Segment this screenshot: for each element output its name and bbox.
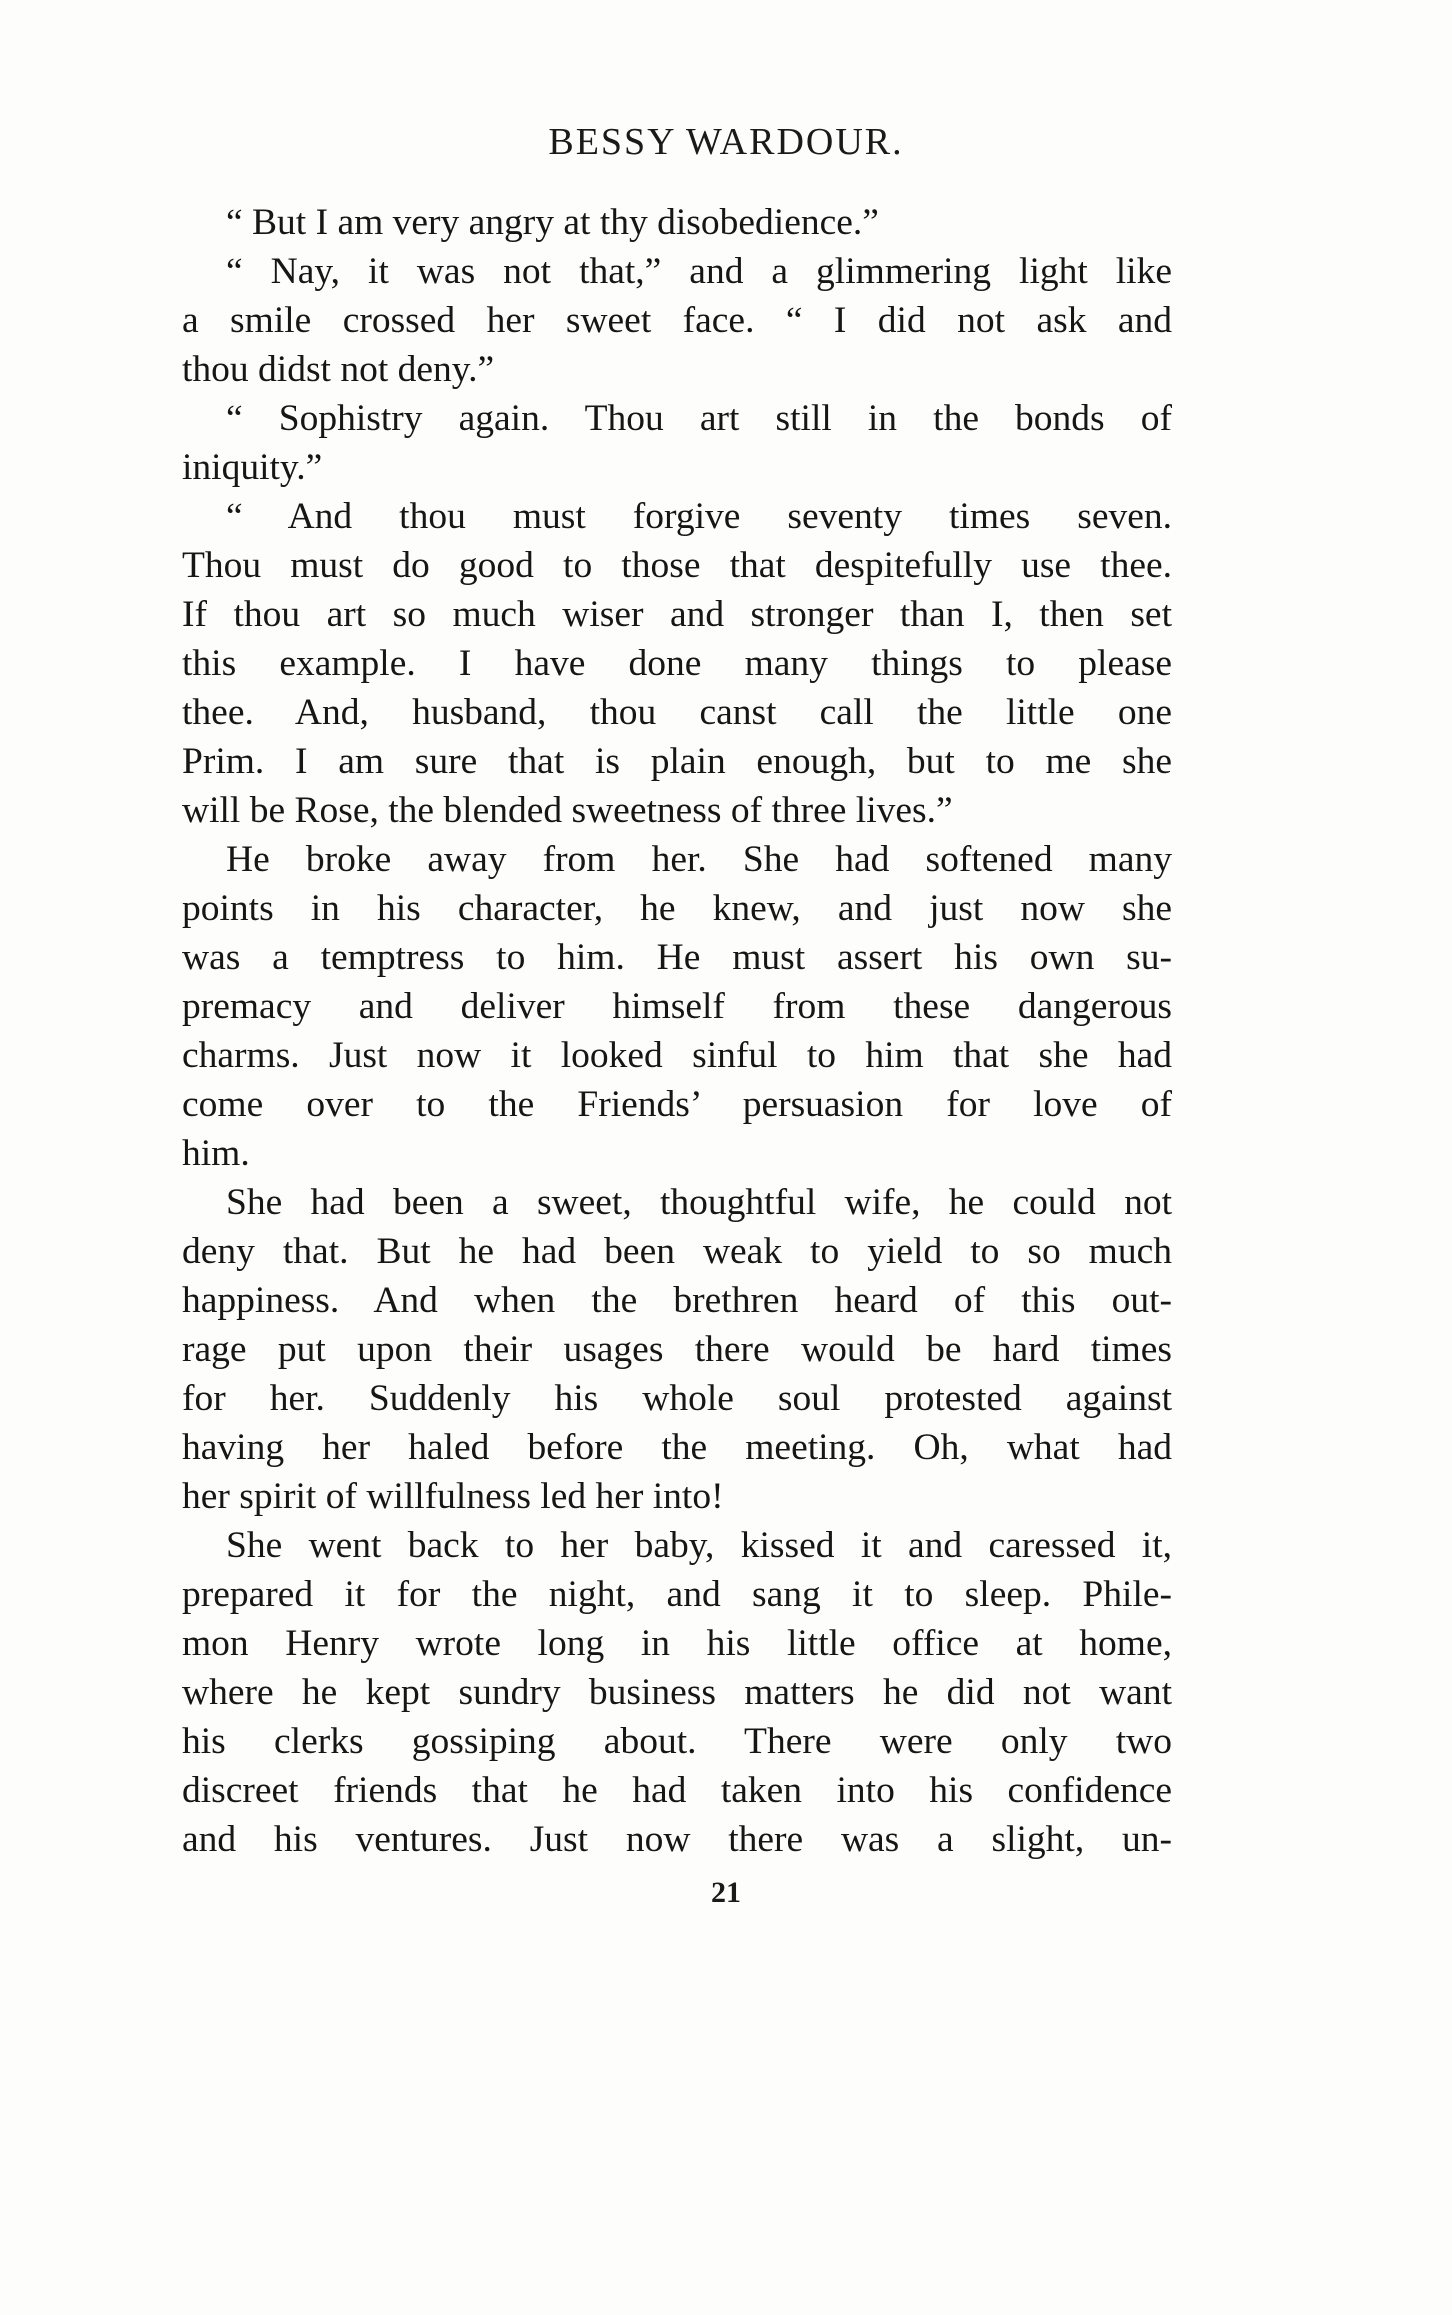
- text-line: “ Nay, it was not that,” and a glimmering light like: [226, 251, 1172, 292]
- text-line: deny that. But he had been weak to yield to so much: [182, 1231, 1172, 1272]
- paragraph: [182, 835, 1172, 1178]
- body-text: [182, 198, 1172, 1864]
- text-line: will be Rose, the blended sweetness of three lives.”: [182, 790, 953, 831]
- text-line: his clerks gossiping about. There were only two: [182, 1721, 1172, 1762]
- text-line: a smile crossed her sweet face. “ I did not ask and: [182, 300, 1172, 341]
- paragraph: [182, 247, 1172, 394]
- text-line: was a temptress to him. He must assert his own su-: [182, 937, 1172, 978]
- text-line: thou didst not deny.”: [182, 349, 495, 390]
- paragraph: [182, 394, 1172, 492]
- text-line: He broke away from her. She had softened many: [226, 839, 1172, 880]
- running-head: BESSY WARDOUR.: [548, 121, 904, 163]
- text-line: him.: [182, 1133, 250, 1174]
- text-line: discreet friends that he had taken into his confidence: [182, 1770, 1172, 1811]
- text-line: rage put upon their usages there would be hard times: [182, 1329, 1172, 1370]
- text-line: If thou art so much wiser and stronger than I, then set: [182, 594, 1172, 635]
- paragraph: [182, 198, 1172, 247]
- text-line: happiness. And when the brethren heard of this out-: [182, 1280, 1172, 1321]
- text-line: prepared it for the night, and sang it to sleep. Phile-: [182, 1574, 1172, 1615]
- text-line: for her. Suddenly his whole soul protested against: [182, 1378, 1172, 1419]
- text-line: She went back to her baby, kissed it and caressed it,: [226, 1525, 1172, 1566]
- text-line: iniquity.”: [182, 447, 323, 488]
- text-line: “ But I am very angry at thy disobedience.”: [226, 202, 879, 243]
- text-line: come over to the Friends’ persuasion for love of: [182, 1084, 1172, 1125]
- page-number: 21: [711, 1876, 741, 1909]
- paragraph: [182, 1178, 1172, 1521]
- text-line: having her haled before the meeting. Oh, what had: [182, 1427, 1172, 1468]
- text-line: her spirit of willfulness led her into!: [182, 1476, 724, 1517]
- text-line: premacy and deliver himself from these dangerous: [182, 986, 1172, 1027]
- text-line: “ Sophistry again. Thou art still in the bonds of: [226, 398, 1172, 439]
- text-line: where he kept sundry business matters he did not want: [182, 1672, 1172, 1713]
- text-line: “ And thou must forgive seventy times seven.: [226, 496, 1172, 537]
- text-line: points in his character, he knew, and just now she: [182, 888, 1172, 929]
- text-line: thee. And, husband, thou canst call the little one: [182, 692, 1172, 733]
- text-line: and his ventures. Just now there was a slight, un-: [182, 1819, 1172, 1860]
- paragraph: [182, 1521, 1172, 1864]
- text-line: She had been a sweet, thoughtful wife, he could not: [226, 1182, 1172, 1223]
- paragraph: [182, 492, 1172, 835]
- text-line: charms. Just now it looked sinful to him that she had: [182, 1035, 1172, 1076]
- text-line: mon Henry wrote long in his little office at home,: [182, 1623, 1172, 1664]
- text-line: this example. I have done many things to please: [182, 643, 1172, 684]
- text-line: Thou must do good to those that despitefully use thee.: [182, 545, 1172, 586]
- text-line: Prim. I am sure that is plain enough, but to me she: [182, 741, 1172, 782]
